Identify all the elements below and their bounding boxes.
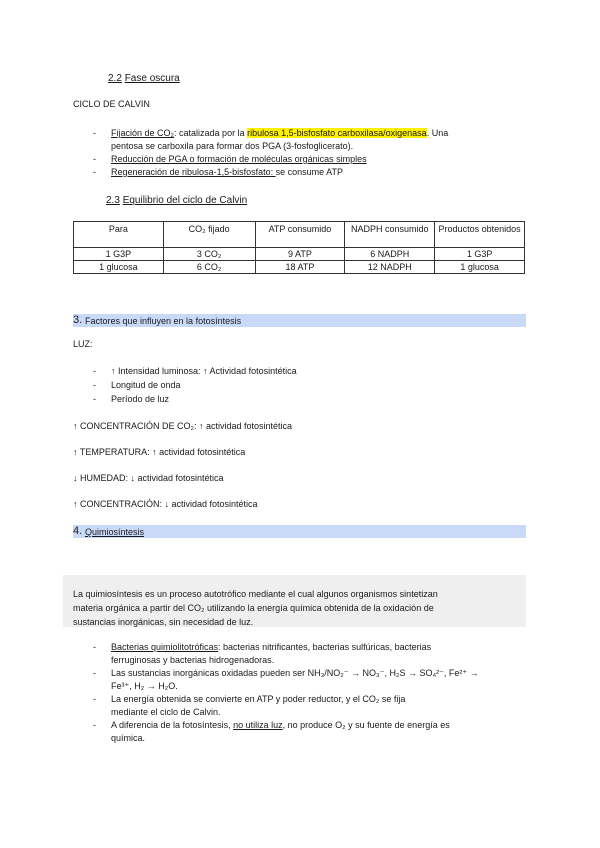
definition-text bbox=[73, 587, 438, 629]
definition-line: materia orgánica a partir del CO₂ utilizando la energía química obtenida de la oxidación de bbox=[73, 603, 434, 613]
regeneracion-text: se consume ATP bbox=[275, 167, 343, 177]
section-2-2-number: 2.2 bbox=[108, 73, 122, 84]
calvin-heading: CICLO DE CALVIN bbox=[73, 99, 150, 109]
list-item bbox=[93, 641, 533, 667]
table-cell: 1 G3P bbox=[74, 248, 164, 261]
list-item bbox=[93, 667, 533, 693]
substances-line1: Las sustancias inorgánicas oxidadas pueden ser NH₃/NO₂⁻ → NO₃⁻, H₂S → SO₄²⁻, Fe²⁺ → bbox=[111, 668, 479, 678]
section-4-band bbox=[73, 525, 526, 538]
list-item: - Longitud de onda bbox=[93, 378, 493, 392]
section-3-band bbox=[73, 314, 526, 327]
luz-label: LUZ: bbox=[73, 339, 93, 349]
difference-line2: química. bbox=[111, 733, 146, 743]
table-cell: 9 ATP bbox=[255, 248, 345, 261]
list-item bbox=[93, 693, 533, 719]
header-cell: Productos obtenidos bbox=[435, 222, 525, 248]
list-item: - Período de luz bbox=[93, 392, 493, 406]
energy-line1: La energía obtenida se convierte en ATP y poder reductor, y el CO₂ se fija bbox=[111, 694, 406, 704]
list-item bbox=[93, 719, 533, 745]
difference-post: , no produce O₂ y su fuente de energía es bbox=[282, 720, 450, 730]
reduccion-lead: Reducción de PGA o formación de moléculas orgánicas simples bbox=[111, 154, 367, 164]
table-header-row bbox=[74, 222, 525, 248]
rubisco-highlight: ribulosa 1,5-bisfosfato carboxilasa/oxigenasa bbox=[247, 128, 427, 138]
section-3-number: 3. bbox=[73, 314, 83, 326]
energy-line2: mediante el ciclo de Calvin. bbox=[111, 707, 221, 717]
section-4-title: Quimiosíntesis bbox=[85, 527, 145, 537]
list-item bbox=[93, 127, 533, 153]
definition-line: sustancias inorgánicas, sin necesidad de luz. bbox=[73, 617, 254, 627]
chemo-list bbox=[93, 641, 533, 745]
difference-pre: A diferencia de la fotosíntesis, bbox=[111, 720, 234, 730]
table-cell: 1 glucosa bbox=[435, 261, 525, 274]
header-cell: NADPH consumido bbox=[345, 222, 435, 248]
factor-humedad: ↓ HUMEDAD: ↓ actividad fotosintética bbox=[73, 473, 224, 483]
list-item bbox=[93, 166, 533, 179]
calvin-balance-table bbox=[73, 221, 525, 274]
section-2-2-heading bbox=[108, 73, 180, 84]
table-cell: 6 CO₂ bbox=[163, 261, 255, 274]
table-cell: 1 glucosa bbox=[74, 261, 164, 274]
section-4-number: 4. bbox=[73, 525, 83, 537]
regeneracion-lead: Regeneración de ribulosa-1,5-bisfosfato: bbox=[111, 167, 276, 177]
table-row bbox=[74, 248, 525, 261]
factor-temperatura: ↑ TEMPERATURA: ↑ actividad fotosintética bbox=[73, 447, 246, 457]
section-3-title: Factores que influyen en la fotosíntesis bbox=[85, 316, 242, 326]
section-2-3-heading bbox=[106, 195, 247, 206]
fijacion-text: : catalizada por la bbox=[174, 128, 248, 138]
luz-list bbox=[93, 364, 493, 406]
fijacion-text-end: . Una bbox=[426, 128, 449, 138]
list-item: - ↑ Intensidad luminosa: ↑ Actividad fotosintética bbox=[93, 364, 493, 378]
header-cell: CO₂ fijado bbox=[163, 222, 255, 248]
bacteria-line2: ferruginosas y bacterias hidrogenadoras. bbox=[111, 655, 275, 665]
definition-line: La quimiosíntesis es un proceso autotrófico mediante el cual algunos organismos sintetizan bbox=[73, 589, 438, 599]
calvin-list bbox=[93, 127, 533, 179]
header-cell: Para bbox=[74, 222, 164, 248]
table-cell: 18 ATP bbox=[255, 261, 345, 274]
section-2-3-number: 2.3 bbox=[106, 195, 120, 206]
table-cell: 3 CO₂ bbox=[163, 248, 255, 261]
factor-co2: ↑ CONCENTRACIÓN DE CO₂: ↑ actividad fotosintética bbox=[73, 421, 293, 431]
section-2-2-title: Fase oscura bbox=[124, 73, 180, 84]
factor-concentracion: ↑ CONCENTRACIÓN: ↓ actividad fotosintética bbox=[73, 499, 258, 509]
no-utiliza-luz: no utiliza luz bbox=[233, 720, 283, 730]
table-cell: 12 NADPH bbox=[345, 261, 435, 274]
table-cell: 1 G3P bbox=[435, 248, 525, 261]
fijacion-lead: Fijación de CO₂ bbox=[111, 128, 175, 138]
list-item bbox=[93, 153, 533, 166]
section-2-3-title: Equilibrio del ciclo de Calvin bbox=[122, 195, 248, 206]
bacteria-lead: Bacterias quimiolitotróficas bbox=[111, 642, 219, 652]
table-row bbox=[74, 261, 525, 274]
header-cell: ATP consumido bbox=[255, 222, 345, 248]
bacteria-text: : bacterias nitrificantes, bacterias sulfúricas, bacterias bbox=[218, 642, 432, 652]
substances-line2: Fe³⁺, H₂ → H₂O. bbox=[111, 681, 178, 691]
table-cell: 6 NADPH bbox=[345, 248, 435, 261]
fijacion-line2: pentosa se carboxila para formar dos PGA (3-fosfoglicerato). bbox=[111, 141, 354, 151]
